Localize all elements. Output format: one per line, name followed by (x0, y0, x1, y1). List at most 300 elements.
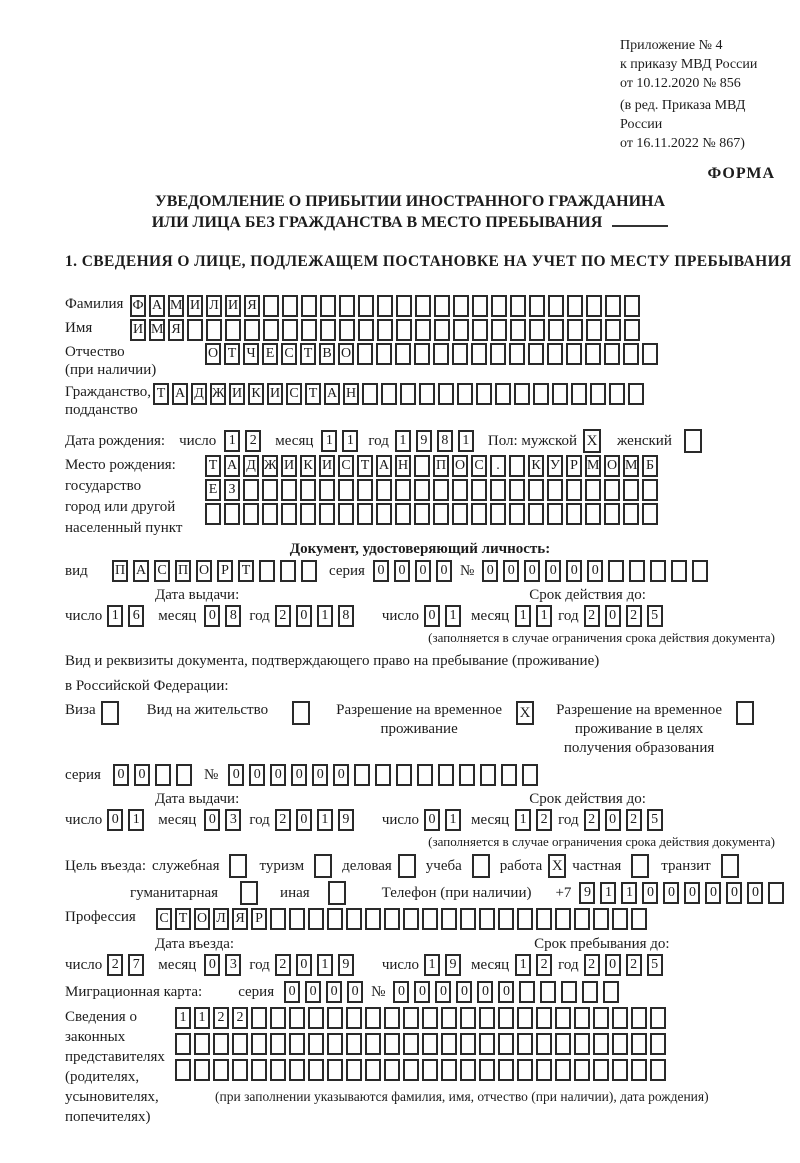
migration-number-cell[interactable]: 0 (456, 981, 472, 1003)
representatives-cell[interactable] (213, 1033, 229, 1055)
birthplace-cell[interactable]: А (224, 455, 240, 477)
migration-number-cell[interactable]: 0 (435, 981, 451, 1003)
representatives-cell[interactable] (403, 1059, 419, 1081)
firstname-cell[interactable] (472, 319, 488, 341)
firstname-cell[interactable] (244, 319, 260, 341)
profession-cell[interactable]: Л (213, 908, 229, 930)
patronymic-cell[interactable] (566, 343, 582, 365)
birthplace-cell[interactable] (471, 503, 487, 525)
birthplace-cell[interactable] (300, 479, 316, 501)
surname-cell[interactable]: И (225, 295, 241, 317)
surname-cell[interactable] (282, 295, 298, 317)
patronymic-cell[interactable] (490, 343, 506, 365)
migration-number-cell[interactable]: 0 (393, 981, 409, 1003)
phone-cell[interactable]: 0 (663, 882, 679, 904)
firstname-cell[interactable] (187, 319, 203, 341)
birth-year-cell[interactable]: 1 (458, 430, 474, 452)
purpose-business-cell[interactable] (398, 854, 416, 878)
doc-number-cell[interactable]: 0 (524, 560, 540, 582)
citizenship-cell[interactable] (400, 383, 416, 405)
doc-number-cell[interactable] (671, 560, 687, 582)
doc-issue-month-cell[interactable]: 8 (225, 605, 241, 627)
migration-number-cell[interactable]: 0 (477, 981, 493, 1003)
birthplace-cell[interactable] (205, 503, 221, 525)
representatives-cell[interactable] (574, 1007, 590, 1029)
firstname-cell[interactable] (567, 319, 583, 341)
sex-male-cell[interactable]: X (583, 429, 601, 453)
representatives-cell[interactable] (232, 1033, 248, 1055)
representatives-cell[interactable] (460, 1007, 476, 1029)
permit-series-cell[interactable] (155, 764, 171, 786)
birthplace-cell[interactable] (547, 479, 563, 501)
representatives-cell[interactable] (194, 1033, 210, 1055)
birthplace-cell[interactable] (585, 503, 601, 525)
phone-cell[interactable]: 0 (642, 882, 658, 904)
profession-cell[interactable]: С (156, 908, 172, 930)
citizenship-cell[interactable]: Ж (210, 383, 226, 405)
birthplace-cell[interactable] (471, 479, 487, 501)
permit-expiry-year-cell[interactable]: 0 (605, 809, 621, 831)
birthplace-cell[interactable]: П (433, 455, 449, 477)
profession-cell[interactable] (365, 908, 381, 930)
phone-cell[interactable]: 1 (621, 882, 637, 904)
migration-number-cell[interactable] (519, 981, 535, 1003)
representatives-cell[interactable] (555, 1033, 571, 1055)
representatives-cell[interactable] (289, 1007, 305, 1029)
patronymic-cell[interactable] (642, 343, 658, 365)
birthplace-cell[interactable] (243, 503, 259, 525)
birthplace-cell[interactable] (262, 503, 278, 525)
birthplace-cell[interactable]: Т (357, 455, 373, 477)
representatives-cell[interactable] (232, 1059, 248, 1081)
patronymic-cell[interactable] (604, 343, 620, 365)
representatives-cell[interactable] (612, 1033, 628, 1055)
surname-cell[interactable] (396, 295, 412, 317)
doc-kind-cell[interactable] (301, 560, 317, 582)
representatives-cell[interactable] (384, 1059, 400, 1081)
sex-female-cell[interactable] (684, 429, 702, 453)
profession-cell[interactable]: О (194, 908, 210, 930)
representatives-cell[interactable] (441, 1007, 457, 1029)
representatives-cell[interactable] (441, 1059, 457, 1081)
representatives-cell[interactable] (479, 1059, 495, 1081)
permit-number-cell[interactable] (354, 764, 370, 786)
firstname-cell[interactable] (206, 319, 222, 341)
birthplace-cell[interactable] (642, 479, 658, 501)
firstname-cell[interactable] (320, 319, 336, 341)
citizenship-cell[interactable] (419, 383, 435, 405)
representatives-cell[interactable] (308, 1059, 324, 1081)
birthplace-cell[interactable]: О (604, 455, 620, 477)
permit-number-cell[interactable] (480, 764, 496, 786)
migration-number-cell[interactable] (603, 981, 619, 1003)
representatives-cell[interactable] (289, 1059, 305, 1081)
birthplace-cell[interactable] (243, 479, 259, 501)
permit-expiry-month-cell[interactable]: 1 (515, 809, 531, 831)
permit-number-cell[interactable] (438, 764, 454, 786)
birthplace-cell[interactable] (509, 479, 525, 501)
representatives-cell[interactable]: 1 (194, 1007, 210, 1029)
purpose-private-cell[interactable] (631, 854, 649, 878)
doc-issue-day-cell[interactable]: 1 (107, 605, 123, 627)
doc-expiry-year-cell[interactable]: 0 (605, 605, 621, 627)
birthplace-cell[interactable] (528, 503, 544, 525)
birthplace-cell[interactable] (452, 503, 468, 525)
surname-cell[interactable] (377, 295, 393, 317)
birth-day-cell[interactable]: 1 (224, 430, 240, 452)
entry-month-cell[interactable]: 0 (204, 954, 220, 976)
profession-cell[interactable] (384, 908, 400, 930)
representatives-cell[interactable] (536, 1007, 552, 1029)
phone-cell[interactable]: 0 (726, 882, 742, 904)
birthplace-cell[interactable]: Т (205, 455, 221, 477)
firstname-cell[interactable] (263, 319, 279, 341)
representatives-cell[interactable] (536, 1033, 552, 1055)
patronymic-cell[interactable]: В (319, 343, 335, 365)
permit-series-cell[interactable]: 0 (113, 764, 129, 786)
representatives-cell[interactable] (251, 1059, 267, 1081)
birthplace-cell[interactable] (281, 479, 297, 501)
representatives-cell[interactable] (460, 1059, 476, 1081)
stay-month-cell[interactable]: 1 (515, 954, 531, 976)
migration-number-cell[interactable] (561, 981, 577, 1003)
firstname-cell[interactable] (491, 319, 507, 341)
surname-cell[interactable] (605, 295, 621, 317)
permit-issue-day-cell[interactable]: 0 (107, 809, 123, 831)
permit-expiry-day-cell[interactable]: 0 (424, 809, 440, 831)
citizenship-cell[interactable]: И (267, 383, 283, 405)
profession-cell[interactable] (441, 908, 457, 930)
profession-cell[interactable] (498, 908, 514, 930)
representatives-cell[interactable]: 2 (213, 1007, 229, 1029)
surname-cell[interactable] (510, 295, 526, 317)
firstname-cell[interactable] (358, 319, 374, 341)
permit-number-cell[interactable]: 0 (249, 764, 265, 786)
permit-issue-year-cell[interactable]: 1 (317, 809, 333, 831)
representatives-cell[interactable] (403, 1033, 419, 1055)
representatives-cell[interactable] (365, 1007, 381, 1029)
birthplace-cell[interactable]: Е (205, 479, 221, 501)
citizenship-cell[interactable] (571, 383, 587, 405)
representatives-cell[interactable] (574, 1033, 590, 1055)
purpose-tourism-cell[interactable] (314, 854, 332, 878)
birthplace-cell[interactable]: Б (642, 455, 658, 477)
permit-issue-day-cell[interactable]: 1 (128, 809, 144, 831)
birthplace-cell[interactable]: З (224, 479, 240, 501)
birthplace-cell[interactable]: И (319, 455, 335, 477)
citizenship-cell[interactable]: К (248, 383, 264, 405)
entry-day-cell[interactable]: 7 (128, 954, 144, 976)
birthplace-cell[interactable] (376, 503, 392, 525)
firstname-cell[interactable] (396, 319, 412, 341)
firstname-cell[interactable]: М (149, 319, 165, 341)
doc-number-cell[interactable]: 0 (545, 560, 561, 582)
permit-series-cell[interactable]: 0 (134, 764, 150, 786)
patronymic-cell[interactable] (509, 343, 525, 365)
doc-kind-cell[interactable]: А (133, 560, 149, 582)
surname-cell[interactable]: А (149, 295, 165, 317)
profession-cell[interactable] (422, 908, 438, 930)
birthplace-cell[interactable] (357, 503, 373, 525)
birthplace-cell[interactable]: А (376, 455, 392, 477)
birthplace-cell[interactable] (547, 503, 563, 525)
representatives-cell[interactable] (365, 1059, 381, 1081)
representatives-cell[interactable] (270, 1007, 286, 1029)
profession-cell[interactable] (308, 908, 324, 930)
representatives-cell[interactable] (631, 1007, 647, 1029)
firstname-cell[interactable] (415, 319, 431, 341)
firstname-cell[interactable] (377, 319, 393, 341)
doc-kind-cell[interactable] (280, 560, 296, 582)
phone-cell[interactable]: 0 (747, 882, 763, 904)
doc-expiry-day-cell[interactable]: 1 (445, 605, 461, 627)
representatives-cell[interactable] (441, 1033, 457, 1055)
purpose-work-cell[interactable]: X (548, 854, 566, 878)
birthplace-cell[interactable] (623, 479, 639, 501)
doc-issue-month-cell[interactable]: 0 (204, 605, 220, 627)
citizenship-cell[interactable] (628, 383, 644, 405)
patronymic-cell[interactable]: С (281, 343, 297, 365)
surname-cell[interactable] (624, 295, 640, 317)
representatives-cell[interactable] (536, 1059, 552, 1081)
birthplace-cell[interactable] (490, 479, 506, 501)
surname-cell[interactable] (586, 295, 602, 317)
firstname-cell[interactable] (586, 319, 602, 341)
permit-number-cell[interactable]: 0 (228, 764, 244, 786)
doc-number-cell[interactable] (629, 560, 645, 582)
doc-kind-cell[interactable] (259, 560, 275, 582)
patronymic-cell[interactable]: О (205, 343, 221, 365)
migration-series-cell[interactable]: 0 (305, 981, 321, 1003)
doc-kind-cell[interactable]: Р (217, 560, 233, 582)
purpose-humanitarian-cell[interactable] (240, 881, 258, 905)
doc-kind-cell[interactable]: Т (238, 560, 254, 582)
representatives-cell[interactable] (403, 1007, 419, 1029)
representatives-cell[interactable] (517, 1033, 533, 1055)
purpose-transit-cell[interactable] (721, 854, 739, 878)
birthplace-cell[interactable] (300, 503, 316, 525)
citizenship-cell[interactable]: А (324, 383, 340, 405)
profession-cell[interactable] (346, 908, 362, 930)
surname-cell[interactable] (358, 295, 374, 317)
permit-number-cell[interactable] (459, 764, 475, 786)
citizenship-cell[interactable]: Д (191, 383, 207, 405)
representatives-cell[interactable] (593, 1033, 609, 1055)
doc-kind-cell[interactable]: О (196, 560, 212, 582)
representatives-cell[interactable] (175, 1059, 191, 1081)
birthplace-cell[interactable]: . (490, 455, 506, 477)
profession-cell[interactable] (574, 908, 590, 930)
representatives-cell[interactable] (631, 1059, 647, 1081)
doc-issue-year-cell[interactable]: 8 (338, 605, 354, 627)
citizenship-cell[interactable]: Н (343, 383, 359, 405)
doc-number-cell[interactable]: 0 (566, 560, 582, 582)
representatives-cell[interactable] (650, 1007, 666, 1029)
migration-number-cell[interactable]: 0 (498, 981, 514, 1003)
phone-cell[interactable]: 0 (684, 882, 700, 904)
patronymic-cell[interactable] (585, 343, 601, 365)
representatives-cell[interactable] (612, 1007, 628, 1029)
patronymic-cell[interactable] (376, 343, 392, 365)
doc-kind-cell[interactable]: П (112, 560, 128, 582)
patronymic-cell[interactable]: Т (300, 343, 316, 365)
phone-cell[interactable]: 9 (579, 882, 595, 904)
patronymic-cell[interactable] (547, 343, 563, 365)
birthplace-cell[interactable] (224, 503, 240, 525)
permit-issue-year-cell[interactable]: 9 (338, 809, 354, 831)
birthplace-cell[interactable]: С (471, 455, 487, 477)
representatives-cell[interactable]: 2 (232, 1007, 248, 1029)
representatives-cell[interactable] (365, 1033, 381, 1055)
doc-issue-year-cell[interactable]: 2 (275, 605, 291, 627)
representatives-cell[interactable] (346, 1033, 362, 1055)
patronymic-cell[interactable]: Ч (243, 343, 259, 365)
firstname-cell[interactable] (225, 319, 241, 341)
profession-cell[interactable] (327, 908, 343, 930)
birthplace-cell[interactable]: Н (395, 455, 411, 477)
birthplace-cell[interactable]: К (528, 455, 544, 477)
entry-year-cell[interactable]: 0 (296, 954, 312, 976)
profession-cell[interactable] (403, 908, 419, 930)
representatives-cell[interactable] (574, 1059, 590, 1081)
representatives-cell[interactable] (422, 1007, 438, 1029)
migration-number-cell[interactable]: 0 (414, 981, 430, 1003)
profession-cell[interactable] (270, 908, 286, 930)
representatives-cell[interactable] (631, 1033, 647, 1055)
permit-number-cell[interactable]: 0 (312, 764, 328, 786)
birthplace-cell[interactable]: М (585, 455, 601, 477)
doc-expiry-month-cell[interactable]: 1 (536, 605, 552, 627)
citizenship-cell[interactable] (362, 383, 378, 405)
representatives-cell[interactable] (422, 1033, 438, 1055)
profession-cell[interactable] (479, 908, 495, 930)
phone-cell[interactable] (768, 882, 784, 904)
representatives-cell[interactable] (270, 1059, 286, 1081)
birthplace-cell[interactable] (414, 479, 430, 501)
birthplace-cell[interactable] (395, 479, 411, 501)
birthplace-cell[interactable] (528, 479, 544, 501)
birthplace-cell[interactable] (604, 503, 620, 525)
birthplace-cell[interactable] (281, 503, 297, 525)
representatives-cell[interactable] (327, 1033, 343, 1055)
citizenship-cell[interactable]: С (286, 383, 302, 405)
entry-day-cell[interactable]: 2 (107, 954, 123, 976)
permit-number-cell[interactable]: 0 (291, 764, 307, 786)
representatives-cell[interactable] (479, 1007, 495, 1029)
purpose-other-cell[interactable] (328, 881, 346, 905)
phone-cell[interactable]: 0 (705, 882, 721, 904)
representatives-cell[interactable] (327, 1059, 343, 1081)
birthplace-cell[interactable]: С (338, 455, 354, 477)
surname-cell[interactable] (472, 295, 488, 317)
firstname-cell[interactable] (605, 319, 621, 341)
stay-day-cell[interactable]: 9 (445, 954, 461, 976)
doc-expiry-year-cell[interactable]: 2 (584, 605, 600, 627)
permit-expiry-day-cell[interactable]: 1 (445, 809, 461, 831)
doc-issue-year-cell[interactable]: 0 (296, 605, 312, 627)
firstname-cell[interactable] (301, 319, 317, 341)
purpose-study-cell[interactable] (472, 854, 490, 878)
firstname-cell[interactable] (434, 319, 450, 341)
representatives-cell[interactable] (650, 1059, 666, 1081)
doc-number-cell[interactable]: 0 (587, 560, 603, 582)
doc-issue-day-cell[interactable]: 6 (128, 605, 144, 627)
permit-number-cell[interactable] (501, 764, 517, 786)
representatives-cell[interactable] (479, 1033, 495, 1055)
birthplace-cell[interactable] (509, 455, 525, 477)
birth-month-cell[interactable]: 1 (342, 430, 358, 452)
citizenship-cell[interactable] (609, 383, 625, 405)
stay-year-cell[interactable]: 5 (647, 954, 663, 976)
patronymic-cell[interactable] (471, 343, 487, 365)
representatives-cell[interactable] (593, 1059, 609, 1081)
temp-residence-edu-cell[interactable] (736, 701, 754, 725)
birthplace-cell[interactable] (490, 503, 506, 525)
patronymic-cell[interactable] (528, 343, 544, 365)
representatives-cell[interactable] (498, 1007, 514, 1029)
surname-cell[interactable] (548, 295, 564, 317)
doc-number-cell[interactable] (650, 560, 666, 582)
birthplace-cell[interactable] (433, 503, 449, 525)
citizenship-cell[interactable] (495, 383, 511, 405)
firstname-cell[interactable] (624, 319, 640, 341)
migration-number-cell[interactable] (582, 981, 598, 1003)
birthplace-cell[interactable] (585, 479, 601, 501)
citizenship-cell[interactable] (438, 383, 454, 405)
migration-series-cell[interactable]: 0 (347, 981, 363, 1003)
profession-cell[interactable] (460, 908, 476, 930)
representatives-cell[interactable] (460, 1033, 476, 1055)
firstname-cell[interactable] (339, 319, 355, 341)
permit-number-cell[interactable]: 0 (270, 764, 286, 786)
residence-permit-cell[interactable] (292, 701, 310, 725)
migration-series-cell[interactable]: 0 (284, 981, 300, 1003)
birthplace-cell[interactable]: М (623, 455, 639, 477)
surname-cell[interactable]: Л (206, 295, 222, 317)
birthplace-cell[interactable] (338, 479, 354, 501)
stay-day-cell[interactable]: 1 (424, 954, 440, 976)
profession-cell[interactable] (555, 908, 571, 930)
patronymic-cell[interactable]: О (338, 343, 354, 365)
representatives-cell[interactable] (384, 1007, 400, 1029)
permit-issue-month-cell[interactable]: 0 (204, 809, 220, 831)
visa-cell[interactable] (101, 701, 119, 725)
patronymic-cell[interactable]: Е (262, 343, 278, 365)
birthplace-cell[interactable]: О (452, 455, 468, 477)
surname-cell[interactable] (263, 295, 279, 317)
surname-cell[interactable]: Ф (130, 295, 146, 317)
profession-cell[interactable] (289, 908, 305, 930)
profession-cell[interactable]: Р (251, 908, 267, 930)
birthplace-cell[interactable]: Д (243, 455, 259, 477)
representatives-cell[interactable] (498, 1033, 514, 1055)
entry-year-cell[interactable]: 9 (338, 954, 354, 976)
doc-kind-cell[interactable]: С (154, 560, 170, 582)
representatives-cell[interactable] (650, 1033, 666, 1055)
permit-number-cell[interactable] (417, 764, 433, 786)
citizenship-cell[interactable] (476, 383, 492, 405)
representatives-cell[interactable] (194, 1059, 210, 1081)
patronymic-cell[interactable] (357, 343, 373, 365)
citizenship-cell[interactable]: Т (153, 383, 169, 405)
citizenship-cell[interactable] (552, 383, 568, 405)
permit-expiry-month-cell[interactable]: 2 (536, 809, 552, 831)
birthplace-cell[interactable] (319, 503, 335, 525)
surname-cell[interactable] (320, 295, 336, 317)
profession-cell[interactable] (536, 908, 552, 930)
permit-issue-year-cell[interactable]: 0 (296, 809, 312, 831)
doc-number-cell[interactable] (692, 560, 708, 582)
